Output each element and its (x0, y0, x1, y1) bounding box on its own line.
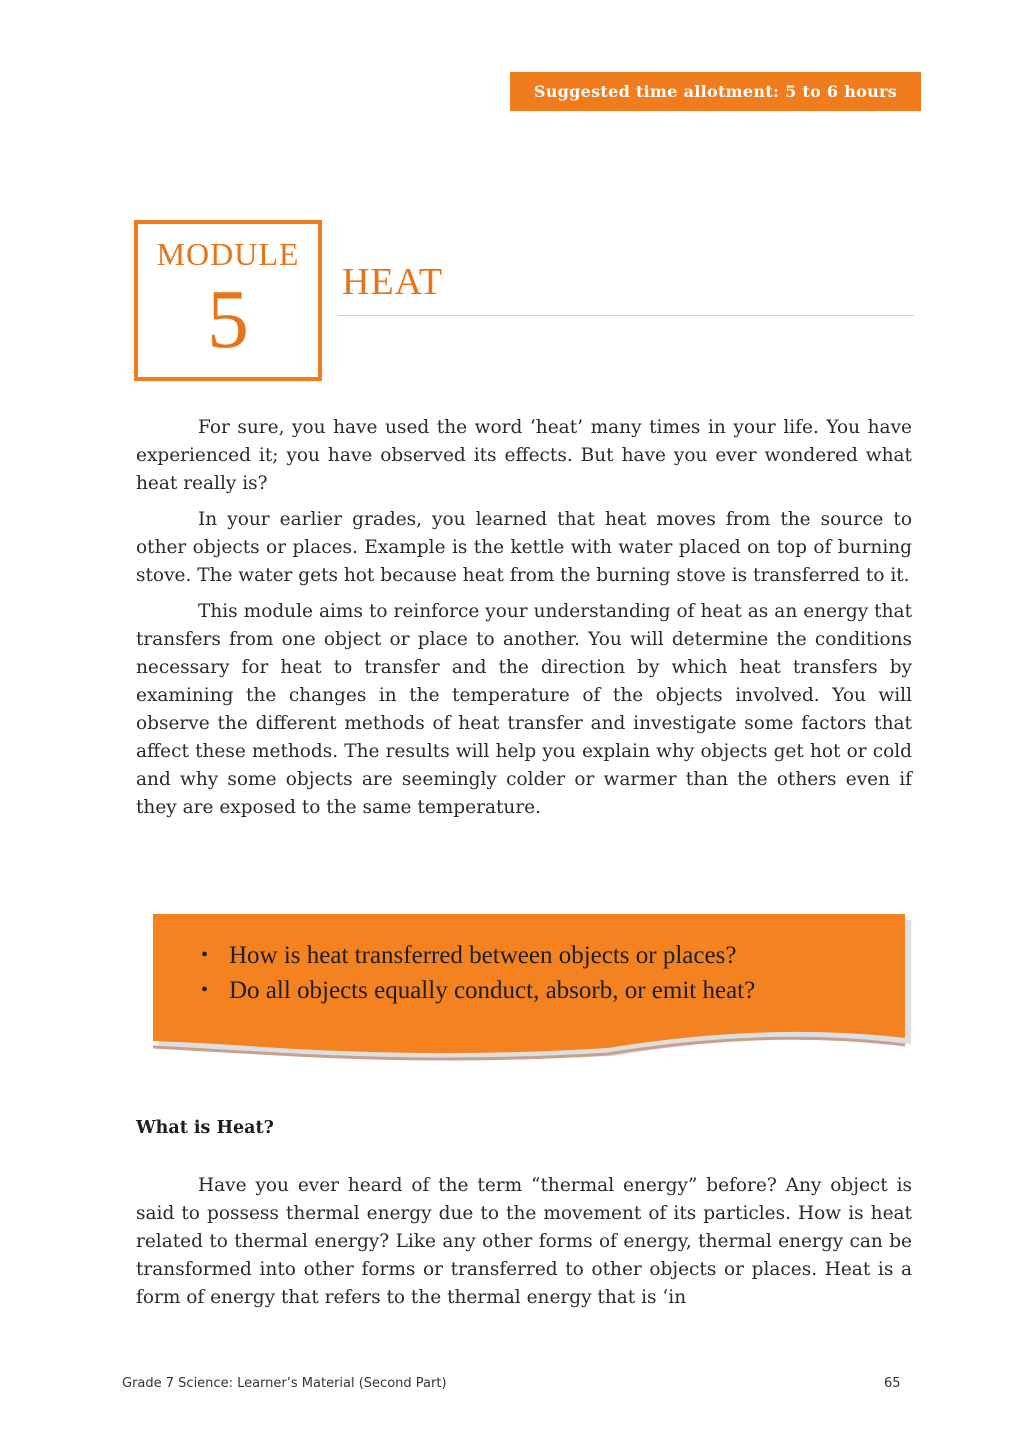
module-number: 5 (207, 273, 249, 366)
intro-text (136, 414, 912, 830)
question-text: Do all objects equally conduct, absorb, or emit heat? (229, 977, 756, 1004)
intro-paragraph: For sure, you have used the word ‘heat’ many times in your life. You have experienced it; you have observed its effects. But have you ever wondered what heat really is? (136, 417, 912, 494)
key-questions-box (153, 914, 908, 1049)
section-heading: What is Heat? (136, 1118, 274, 1138)
time-allotment-badge: Suggested time allotment: 5 to 6 hours (510, 72, 921, 111)
section-paragraph: Have you ever heard of the term “thermal energy” before? Any object is said to possess thermal energy due to the movement of its particles. How is heat related to thermal energy? Like any other forms of energy, thermal energy can be transformed into other forms or transferred to other objects or places. Heat is a form of energy that refers to the thermal energy that is ‘in (136, 1175, 912, 1308)
list-item (201, 973, 755, 1008)
module-title: HEAT (342, 261, 444, 303)
key-questions-list (201, 938, 755, 1008)
section-text (136, 1172, 912, 1320)
intro-paragraph: In your earlier grades, you learned that heat moves from the source to other objects or places. Example is the kettle with water placed on top of burning stove. The water gets hot because heat from the burning stove is transferred to it. (136, 509, 912, 586)
bullet-icon: • (201, 979, 209, 1001)
list-item (201, 938, 755, 973)
module-number-box (134, 220, 322, 381)
title-divider (338, 315, 914, 316)
question-text: How is heat transferred between objects or places? (229, 942, 737, 969)
module-label: MODULE (156, 236, 300, 272)
footer-title: Grade 7 Science: Learner’s Material (Second Part) (122, 1376, 447, 1391)
page-number: 65 (884, 1376, 901, 1391)
bullet-icon: • (201, 944, 209, 966)
intro-paragraph: This module aims to reinforce your understanding of heat as an energy that transfers from one object or place to another. You will determine the conditions necessary for heat to transfer and the direction by which heat transfers by examining the changes in the temperature of the objects involved. You will observe the different methods of heat transfer and investigate some factors that affect these methods. The results will help you explain why objects get hot or cold and why some objects are seemingly colder or warmer than the others even if they are exposed to the same temperature. (136, 601, 912, 818)
